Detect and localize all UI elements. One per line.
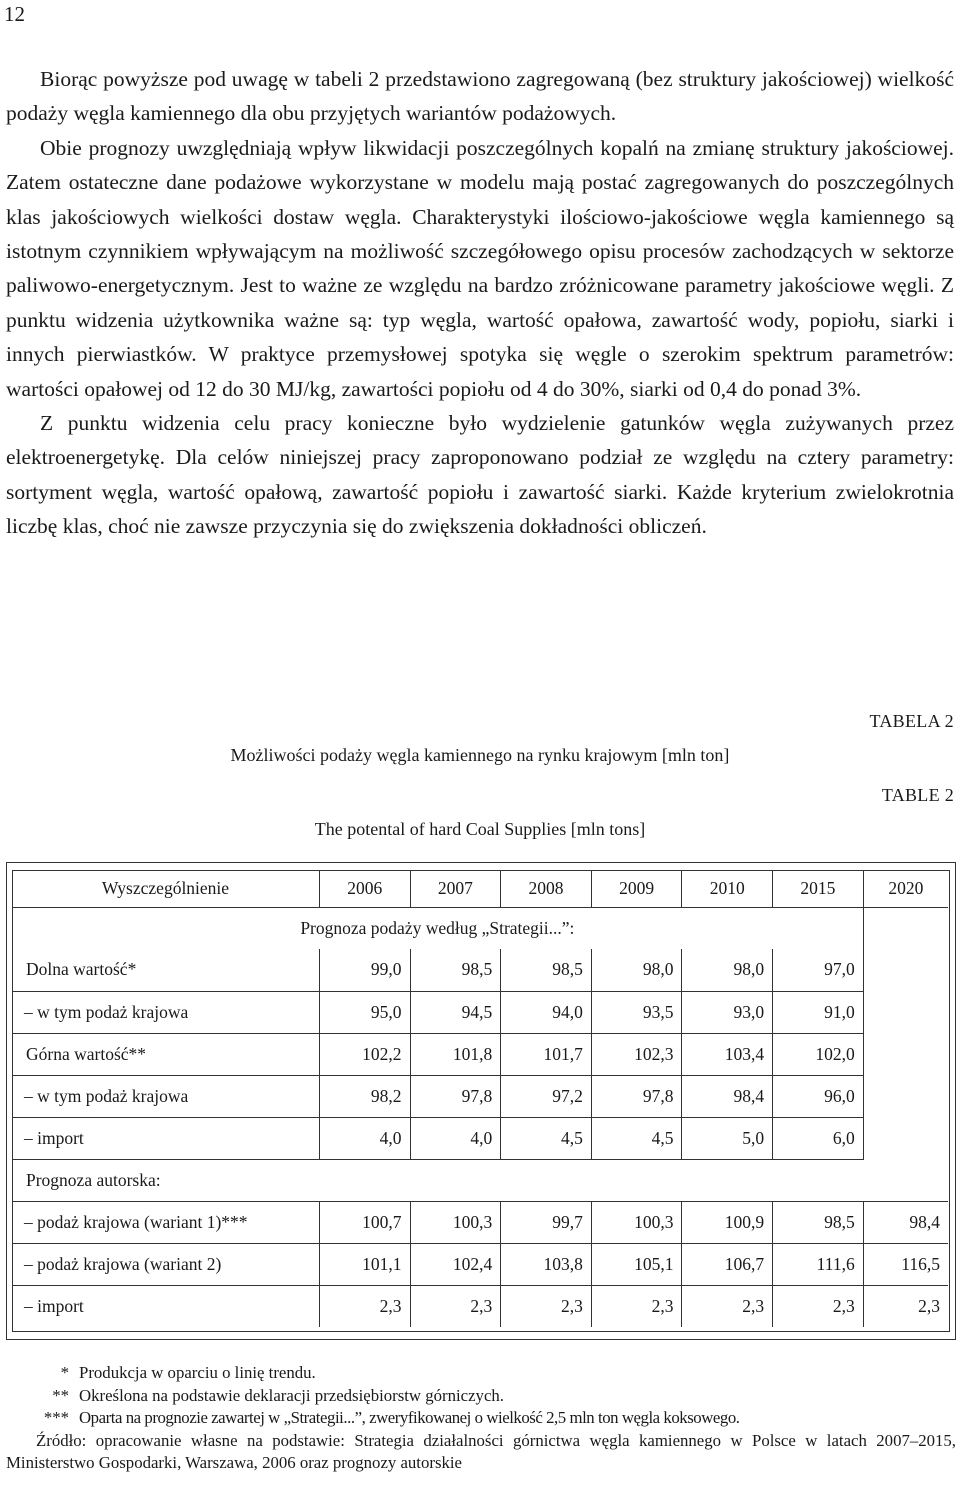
table-cell: 97,0 — [773, 949, 864, 991]
table-cell: 91,0 — [773, 991, 864, 1033]
table-cell: 98,5 — [773, 1201, 864, 1243]
section-label-strategy: Prognoza podaży według „Strategii...”: — [300, 917, 575, 938]
table-row — [12, 949, 948, 991]
paragraph-1: Biorąc powyższe pod uwagę w tabeli 2 przedstawiono zagregowaną (bez struktury jakościowej) wielkość podaży węgla kamiennego dla obu przyjętych wariantów podażowych. — [6, 67, 954, 126]
table-cell: 94,5 — [410, 991, 501, 1033]
header-cell: 2010 — [682, 871, 773, 907]
header-cell: 2007 — [410, 871, 501, 907]
header-cell: 2009 — [591, 871, 682, 907]
table-cell: 4,0 — [319, 1117, 410, 1159]
header-cell: 2006 — [319, 871, 410, 907]
table-row — [12, 1243, 948, 1285]
header-cell: 2008 — [501, 871, 592, 907]
footnote-mark: * — [60, 1363, 69, 1382]
table-cell: 4,0 — [410, 1117, 501, 1159]
table-cell: 101,7 — [501, 1033, 592, 1075]
table-cell: 2,3 — [863, 1285, 948, 1327]
table-cell: 2,3 — [319, 1285, 410, 1327]
table-cell: 111,6 — [773, 1243, 864, 1285]
body-text — [6, 62, 954, 544]
table-header-row — [12, 871, 948, 907]
table-row — [12, 1033, 948, 1075]
section-label-author: Prognoza autorska: — [12, 1159, 948, 1201]
table-cell: 2,3 — [410, 1285, 501, 1327]
table-row — [12, 1201, 948, 1243]
section-row — [12, 1159, 948, 1201]
table-cell: 116,5 — [863, 1243, 948, 1285]
paragraph-3: Z punktu widzenia celu pracy konieczne było wydzielenie gatunków węgla zużywanych przez elektroenergetykę. Dla celów niniejszej pracy zaproponowano podział ze względu na cztery parametry: sortyment węgla, wartość opałową, zawartość popiołu i zawartość siarki. Każde kryterium zwielokrotnia liczbę klas, choć nie zawsze przyczynia się do zwiększenia dokładności obliczeń. — [6, 411, 954, 539]
table-cell: 99,7 — [501, 1201, 592, 1243]
footnote-mark: *** — [43, 1408, 69, 1427]
row-label: Dolna wartość* — [12, 949, 319, 991]
table-cell: 100,3 — [410, 1201, 501, 1243]
table-cell: 98,2 — [319, 1075, 410, 1117]
table-cell: 102,2 — [319, 1033, 410, 1075]
footnote — [6, 1385, 956, 1408]
table-cell: 97,8 — [591, 1075, 682, 1117]
footnote — [6, 1362, 956, 1385]
table-cell: 6,0 — [773, 1117, 864, 1159]
table-cell: 98,4 — [863, 1201, 948, 1243]
table-title-pl: Możliwości podaży węgla kamiennego na rynku krajowym [mln ton] — [230, 745, 730, 765]
table-id-pl: TABELA 2 — [869, 711, 954, 731]
table-cell: 98,5 — [501, 949, 592, 991]
table-cell: 2,3 — [591, 1285, 682, 1327]
table-cell: 105,1 — [591, 1243, 682, 1285]
source-note: Źródło: opracowanie własne na podstawie: Strategia działalności górnictwa węgla kamiennego w Polsce w latach 2007–2015, Ministerstwo Gospodarki, Warszawa, 2006 oraz prognozy autorskie — [6, 1430, 956, 1472]
footnote-mark: ** — [52, 1385, 69, 1405]
table-cell: 100,9 — [682, 1201, 773, 1243]
table-cell: 99,0 — [319, 949, 410, 991]
table-row — [12, 1117, 948, 1159]
row-label: – podaż krajowa (wariant 2) — [12, 1243, 319, 1285]
table-cell: 98,0 — [682, 949, 773, 991]
page-number: 12 — [4, 2, 25, 26]
footnote — [6, 1407, 956, 1430]
table-cell: 101,8 — [410, 1033, 501, 1075]
table-cell: 97,8 — [410, 1075, 501, 1117]
table-title-en: The potental of hard Coal Supplies [mln tons] — [314, 819, 646, 839]
table-cell: 98,4 — [682, 1075, 773, 1117]
table-outer-frame — [6, 862, 956, 1340]
table-cell: 93,5 — [591, 991, 682, 1033]
row-label: – import — [12, 1117, 319, 1159]
table-cell: 98,0 — [591, 949, 682, 991]
row-label: – w tym podaż krajowa — [12, 1075, 319, 1117]
footnotes — [6, 1362, 956, 1475]
table-row — [12, 1075, 948, 1117]
table-cell: 2,3 — [501, 1285, 592, 1327]
paragraph-2: Obie prognozy uwzględniają wpływ likwidacji poszczególnych kopalń na zmianę struktury jakościowej. Zatem ostateczne dane podażowe wykorzystane w modelu mają postać zagregowanych do poszczególnych klas jakościowych wielkości dostaw węgla. Charakterystyki ilościowo-jakościowe węgla kamiennego są istotnym czynnikiem wpływającym na możliwość szczegółowego opisu procesów zachodzących w sektorze paliwowo-energetycznym. Jest to ważne ze względu na bardzo zróżnicowane parametry jakościowe węgli. Z punktu widzenia użytkownika ważne są: typ węgla, wartość opałowa, zawartość wody, popiołu, siarki i innych pierwiastków. W praktyce przemysłowej spotyka się węgle o szerokim spektrum parametrów: wartości opałowej od 12 do 30 MJ/kg, zawartości popiołu od 4 do 30%, siarki od 0,4 do ponad 3%. — [6, 135, 954, 401]
header-cell: 2020 — [863, 871, 948, 907]
table-cell: 95,0 — [319, 991, 410, 1033]
table-cell: 106,7 — [682, 1243, 773, 1285]
table-cell: 103,4 — [682, 1033, 773, 1075]
table-cell: 2,3 — [773, 1285, 864, 1327]
table-cell: 103,8 — [501, 1243, 592, 1285]
section-row — [12, 907, 948, 949]
table-cell: 2,3 — [682, 1285, 773, 1327]
table-cell: 97,2 — [501, 1075, 592, 1117]
table-row — [12, 1285, 948, 1327]
table-cell: 4,5 — [591, 1117, 682, 1159]
table-id-en: TABLE 2 — [881, 785, 954, 805]
table-cell: 96,0 — [773, 1075, 864, 1117]
row-label: Górna wartość** — [12, 1033, 319, 1075]
empty-2020-cell — [863, 907, 948, 1159]
row-label: – import — [24, 1295, 84, 1316]
footnote-text: Określona na podstawie deklaracji przedsiębiorstw górniczych. — [79, 1385, 504, 1405]
row-label: – podaż krajowa (wariant 1)*** — [12, 1201, 319, 1243]
table-cell: 102,3 — [591, 1033, 682, 1075]
table-inner-frame — [12, 870, 950, 1332]
table-cell: 4,5 — [501, 1117, 592, 1159]
header-cell: 2015 — [773, 871, 864, 907]
table-cell: 5,0 — [682, 1117, 773, 1159]
table-cell: 101,1 — [319, 1243, 410, 1285]
header-cell: Wyszczególnienie — [12, 871, 319, 907]
table-cell: 102,4 — [410, 1243, 501, 1285]
table-cell: 102,0 — [773, 1033, 864, 1075]
footnote-text: Produkcja w oparciu o linię trendu. — [79, 1363, 316, 1382]
table-cell: 94,0 — [501, 991, 592, 1033]
footnote-text: Oparta na prognozie zawartej w „Strategii...”, zweryfikowanej o wielkość 2,5 mln ton węgla koksowego. — [79, 1408, 740, 1427]
table-cell: 100,3 — [591, 1201, 682, 1243]
table-row — [12, 991, 948, 1033]
supply-table — [12, 871, 948, 1327]
table-cell: 93,0 — [682, 991, 773, 1033]
row-label: – w tym podaż krajowa — [12, 991, 319, 1033]
table-cell: 100,7 — [319, 1201, 410, 1243]
table-cell: 98,5 — [410, 949, 501, 991]
